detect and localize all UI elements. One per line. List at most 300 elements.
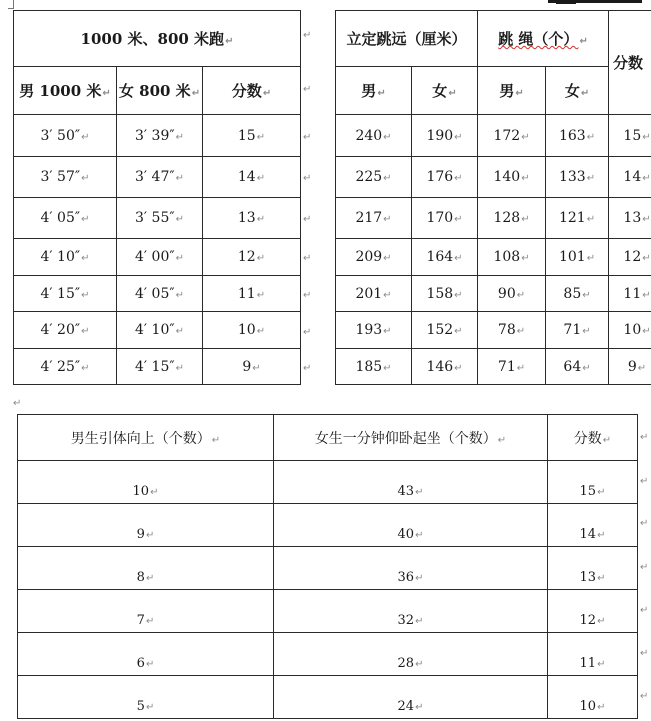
table-row: [18, 590, 638, 633]
table-cell: [336, 157, 412, 198]
table-row: [336, 276, 651, 312]
cell-text: 101: [558, 249, 586, 265]
paragraph-mark: ↵: [256, 214, 266, 225]
paragraph-mark: ↵: [640, 562, 649, 573]
paragraph-mark: ↵: [515, 88, 524, 99]
table-cell: [609, 312, 651, 349]
cell-text: 128: [493, 210, 521, 226]
running-title-text: 1000 米、800 米跑: [80, 30, 225, 48]
table-cell: [14, 115, 117, 157]
paragraph-mark: ↵: [81, 173, 90, 184]
header-male-pull-ups: [18, 415, 274, 461]
cell-text: 10: [132, 484, 150, 499]
paragraph-mark: ↵: [597, 530, 606, 541]
paragraph-mark: ↵: [516, 326, 526, 337]
paragraph-mark: ↵: [256, 253, 266, 264]
paragraph-mark: ↵: [521, 131, 530, 143]
table-cell: [412, 157, 478, 198]
table-cell: [412, 198, 478, 239]
cell-text: 193: [355, 322, 383, 338]
header-text: 女: [432, 82, 448, 100]
cell-text: 3′ 50″: [40, 127, 81, 144]
cell-text: 4′ 20″: [40, 322, 81, 338]
table-cell: [546, 276, 609, 312]
cell-text: 4′ 00″: [135, 249, 175, 265]
table-cell: [14, 276, 117, 312]
table-cell: [478, 157, 546, 198]
table-row: [336, 312, 651, 349]
paragraph-mark: ↵: [81, 253, 90, 264]
paragraph-mark: ↵: [211, 434, 221, 446]
table-cell: [14, 312, 117, 349]
paragraph-mark: ↵: [415, 530, 424, 541]
table-cell: [412, 276, 478, 312]
paragraph-mark: ↵: [81, 214, 90, 225]
paragraph-mark: ↵: [642, 253, 651, 264]
paragraph-mark: ↵: [383, 131, 392, 143]
cell-text: 11: [579, 656, 597, 671]
paragraph-mark: ↵: [175, 214, 184, 225]
table-row: [14, 198, 301, 239]
header-text: 女生一分钟仰卧起坐（个数）: [314, 430, 497, 447]
cell-text: 176: [426, 169, 454, 185]
paragraph-mark: ↵: [175, 173, 184, 184]
paragraph-mark: ↵: [377, 88, 386, 99]
paragraph-mark: ↵: [602, 434, 612, 446]
table-row: [14, 349, 301, 385]
header-female-sit-ups: [274, 415, 548, 461]
paragraph-mark: ↵: [640, 432, 649, 443]
table-row: [18, 504, 638, 547]
cell-text: 14: [237, 169, 256, 185]
table-cell: [609, 115, 651, 157]
paragraph-mark: ↵: [640, 518, 649, 529]
paragraph-mark: ↵: [586, 173, 596, 184]
paragraph-mark: ↵: [225, 36, 234, 47]
cell-text: 190: [426, 127, 454, 144]
paragraph-mark: ↵: [303, 363, 312, 374]
header-strength-score: [548, 415, 638, 461]
table-cell: [203, 239, 301, 276]
cell-text: 13: [237, 210, 256, 226]
paragraph-mark: ↵: [81, 131, 90, 143]
table-row: [18, 461, 638, 504]
cell-text: 7: [136, 613, 145, 628]
paragraph-mark: ↵: [448, 88, 457, 99]
cell-text: 13: [623, 210, 642, 226]
table-cell: [412, 239, 478, 276]
paragraph-mark: ↵: [383, 214, 392, 225]
cell-text: 13: [579, 570, 597, 585]
table-cell: [274, 676, 548, 719]
paragraph-mark: ↵: [262, 88, 272, 99]
cell-text: 163: [558, 127, 586, 144]
table-cell: [18, 590, 274, 633]
cell-text: 10: [623, 322, 642, 338]
cell-text: 185: [355, 358, 383, 375]
cell-text: 15: [623, 127, 642, 144]
paragraph-mark: ↵: [383, 253, 392, 264]
cell-text: 3′ 57″: [40, 169, 81, 185]
table-row: [18, 633, 638, 676]
cell-text: 3′ 55″: [135, 210, 175, 226]
header-text: 立定跳远（厘米）: [346, 30, 467, 48]
paragraph-mark: ↵: [642, 131, 651, 143]
paragraph-mark: ↵: [597, 702, 606, 713]
table-row: [18, 676, 638, 719]
paragraph-mark: ↵: [454, 289, 463, 301]
paragraph-mark: ↵: [582, 326, 591, 337]
cell-text: 4′ 25″: [40, 358, 81, 375]
table-cell: [546, 115, 609, 157]
paragraph-mark: ↵: [81, 326, 90, 337]
subheader-rope-female: [546, 67, 609, 115]
table-row: [14, 312, 301, 349]
table-cell: [18, 461, 274, 504]
table-cell: [117, 198, 203, 239]
table-cell: [117, 115, 203, 157]
cell-text: 10: [237, 322, 256, 338]
paragraph-mark: ↵: [586, 253, 596, 264]
strength-table-body: [18, 461, 638, 719]
table-cell: [117, 157, 203, 198]
paragraph-mark: ↵: [145, 616, 155, 627]
header-female-800m: [117, 67, 203, 115]
cell-text: 85: [563, 285, 582, 302]
table-cell: [203, 349, 301, 385]
cell-text: 71: [497, 358, 516, 375]
table-cell: [478, 239, 546, 276]
cell-text: 12: [579, 613, 597, 628]
cell-text: 6: [136, 656, 145, 671]
paragraph-mark: ↵: [454, 131, 463, 143]
cell-text: 9: [627, 358, 637, 375]
paragraph-mark: ↵: [415, 616, 424, 627]
paragraph-mark: ↵: [383, 289, 392, 301]
running-table-body: [14, 115, 301, 385]
paragraph-mark: ↵: [454, 253, 463, 264]
table-cell: [18, 547, 274, 590]
table-row: [14, 276, 301, 312]
table-row: [14, 157, 301, 198]
cell-text: 4′ 10″: [40, 249, 81, 265]
table-cell: [548, 547, 638, 590]
paragraph-mark: ↵: [256, 131, 266, 143]
header-text: 分数: [231, 82, 262, 100]
cell-text: 43: [397, 484, 415, 499]
table-cell: [548, 590, 638, 633]
paragraph-mark: ↵: [415, 487, 424, 498]
table-cell: [18, 676, 274, 719]
paragraph-mark: ↵: [642, 173, 651, 184]
header-text: 女 800 米: [118, 82, 191, 100]
subheader-jump-male: [336, 67, 412, 115]
paragraph-mark: ↵: [383, 173, 392, 184]
cell-text: 152: [426, 322, 454, 338]
table-cell: [609, 276, 651, 312]
table-cell: [336, 239, 412, 276]
running-table-title: [14, 11, 301, 67]
paragraph-mark: ↵: [521, 214, 530, 225]
cell-text: 133: [558, 169, 586, 185]
cell-text: 64: [563, 358, 582, 375]
paragraph-mark: ↵: [597, 573, 606, 584]
paragraph-mark: ↵: [252, 362, 261, 374]
cell-text: 14: [623, 169, 642, 185]
cell-text: 158: [426, 285, 454, 302]
table-cell: [117, 276, 203, 312]
paragraph-mark: ↵: [642, 326, 651, 337]
cell-text: 71: [563, 322, 582, 338]
paragraph-mark: ↵: [521, 253, 530, 264]
table-cell: [548, 461, 638, 504]
cell-text: 3′ 47″: [135, 169, 175, 185]
cell-text: 8: [136, 570, 145, 585]
table-cell: [478, 312, 546, 349]
paragraph-mark: ↵: [586, 214, 596, 225]
cell-text: 78: [497, 322, 516, 338]
cell-text: 15: [237, 127, 256, 144]
table-cell: [14, 349, 117, 385]
table-cell: [546, 198, 609, 239]
cell-text: 240: [355, 127, 383, 144]
cell-text: 11: [237, 285, 256, 302]
cell-text: 140: [493, 169, 521, 185]
paragraph-mark: ↵: [175, 131, 184, 143]
paragraph-mark: ↵: [640, 476, 649, 487]
strength-score-table: [17, 414, 638, 719]
table-cell: [412, 115, 478, 157]
table-cell: [548, 504, 638, 547]
paragraph-mark: ↵: [415, 702, 424, 713]
paragraph-mark: ↵: [640, 691, 649, 702]
cell-text: 28: [397, 656, 415, 671]
paragraph-mark: ↵: [175, 253, 184, 264]
paragraph-mark: ↵: [597, 659, 606, 670]
paragraph-mark: ↵: [642, 289, 651, 301]
table-cell: [14, 157, 117, 198]
cell-text: 4′ 15″: [40, 285, 81, 302]
corner-crop-mark: [8, 0, 14, 9]
table-cell: [203, 198, 301, 239]
cell-text: 4′ 15″: [135, 358, 175, 375]
cell-text: 12: [623, 249, 642, 265]
table-cell: [203, 312, 301, 349]
subheader-jump-female: [412, 67, 478, 115]
table-cell: [274, 461, 548, 504]
paragraph-mark: ↵: [454, 326, 463, 337]
cell-text: 146: [426, 358, 454, 375]
table-cell: [548, 676, 638, 719]
paragraph-mark: ↵: [303, 84, 312, 95]
jump-table-body: [336, 115, 651, 385]
header-score: [203, 67, 301, 115]
header-jump-score: [609, 11, 651, 115]
paragraph-mark: ↵: [303, 214, 312, 225]
header-text: 跳 绳（个）: [498, 30, 579, 48]
cell-text: 4′ 05″: [135, 285, 175, 302]
paragraph-mark: ↵: [256, 173, 266, 184]
paragraph-mark: ↵: [516, 289, 526, 301]
paragraph-mark: ↵: [175, 289, 184, 301]
cell-text: 4′ 10″: [135, 322, 175, 338]
paragraph-mark: ↵: [454, 173, 463, 184]
table-cell: [478, 349, 546, 385]
table-cell: [546, 349, 609, 385]
cell-text: 5: [136, 699, 145, 714]
cell-text: 209: [355, 249, 383, 265]
paragraph-mark: ↵: [175, 362, 184, 374]
paragraph-mark: ↵: [579, 36, 588, 47]
table-cell: [546, 312, 609, 349]
table-row: [336, 115, 651, 157]
cell-text: 225: [355, 169, 383, 185]
paragraph-mark: ↵: [81, 362, 90, 374]
header-rope-skipping: [478, 11, 609, 67]
paragraph-mark: ↵: [145, 530, 155, 541]
cell-text: 9: [242, 358, 252, 375]
table-cell: [336, 312, 412, 349]
table-cell: [546, 239, 609, 276]
cell-text: 10: [579, 699, 597, 714]
table-cell: [412, 349, 478, 385]
header-male-1000m: [14, 67, 117, 115]
table-cell: [609, 157, 651, 198]
paragraph-mark: ↵: [303, 327, 312, 338]
paragraph-mark: ↵: [383, 362, 392, 374]
cell-text: 90: [497, 285, 516, 302]
table-cell: [336, 276, 412, 312]
paragraph-mark: ↵: [303, 173, 312, 184]
top-edge-rule-tab: [556, 0, 576, 4]
cell-text: 9: [136, 527, 145, 542]
table-cell: [274, 547, 548, 590]
cell-text: 3′ 39″: [135, 127, 175, 144]
table-cell: [478, 276, 546, 312]
table-row: [14, 115, 301, 157]
cell-text: 14: [579, 527, 597, 542]
table-cell: [117, 312, 203, 349]
header-text: 分数: [613, 54, 644, 72]
cell-text: 24: [397, 699, 415, 714]
table-cell: [18, 504, 274, 547]
table-cell: [117, 349, 203, 385]
paragraph-mark: ↵: [303, 30, 312, 41]
cell-text: 121: [558, 210, 586, 226]
table-row: [336, 239, 651, 276]
paragraph-mark: ↵: [102, 88, 111, 99]
cell-text: 164: [426, 249, 454, 265]
table-cell: [336, 198, 412, 239]
cell-text: 201: [355, 285, 383, 302]
paragraph-mark: ↵: [586, 131, 596, 143]
paragraph-mark: ↵: [582, 289, 591, 301]
table-cell: [336, 349, 412, 385]
paragraph-mark: ↵: [383, 326, 392, 337]
table-cell: [478, 198, 546, 239]
table-cell: [336, 115, 412, 157]
paragraph-mark: ↵: [640, 605, 649, 616]
paragraph-mark: ↵: [303, 290, 312, 301]
paragraph-mark: ↵: [256, 289, 266, 301]
cell-text: 15: [579, 484, 597, 499]
header-text: 分数: [573, 430, 602, 447]
paragraph-mark: ↵: [497, 434, 507, 446]
table-row: [14, 239, 301, 276]
paragraph-mark: ↵: [454, 214, 463, 225]
paragraph-mark: ↵: [191, 88, 201, 99]
paragraph-mark: ↵: [145, 659, 155, 670]
paragraph-mark: ↵: [145, 702, 155, 713]
table-cell: [14, 239, 117, 276]
paragraph-mark: ↵: [640, 648, 649, 659]
table-cell: [412, 312, 478, 349]
header-text: 男: [361, 82, 377, 100]
paragraph-mark: ↵: [582, 362, 591, 374]
header-text: 男生引体向上（个数）: [70, 430, 211, 447]
table-cell: [18, 633, 274, 676]
cell-text: 32: [397, 613, 415, 628]
cell-text: 170: [426, 210, 454, 226]
table-row: [336, 349, 651, 385]
table-cell: [609, 239, 651, 276]
paragraph-mark: ↵: [580, 88, 590, 99]
header-standing-long-jump: [336, 11, 478, 67]
table-cell: [609, 349, 651, 385]
cell-text: 172: [493, 127, 521, 144]
header-text: 男 1000 米: [19, 82, 102, 100]
table-cell: [274, 633, 548, 676]
paragraph-mark: ↵: [175, 326, 184, 337]
paragraph-mark: ↵: [303, 132, 312, 143]
paragraph-mark: ↵: [145, 573, 155, 584]
header-text: 女: [564, 82, 580, 100]
cell-text: 108: [493, 249, 521, 265]
table-cell: [609, 198, 651, 239]
paragraph-mark: ↵: [637, 362, 647, 374]
paragraph-mark: ↵: [597, 487, 606, 498]
table-cell: [548, 633, 638, 676]
table-cell: [14, 198, 117, 239]
cell-text: 40: [397, 527, 415, 542]
paragraph-mark: ↵: [597, 616, 606, 627]
table-cell: [546, 157, 609, 198]
cell-text: 12: [237, 249, 256, 265]
cell-text: 36: [397, 570, 415, 585]
paragraph-mark: ↵: [642, 214, 651, 225]
cell-text: 217: [355, 210, 383, 226]
paragraph-mark: ↵: [256, 326, 266, 337]
table-cell: [274, 590, 548, 633]
table-cell: [203, 276, 301, 312]
paragraph-mark: ↵: [303, 253, 312, 264]
paragraph-mark: ↵: [150, 487, 159, 498]
paragraph-mark: ↵: [516, 362, 526, 374]
table-cell: [274, 504, 548, 547]
table-row: [336, 198, 651, 239]
table-cell: [203, 115, 301, 157]
cell-text: 4′ 05″: [40, 210, 81, 226]
running-score-table: [13, 10, 301, 385]
subheader-rope-male: [478, 67, 546, 115]
table-cell: [478, 115, 546, 157]
table-row: [336, 157, 651, 198]
cell-text: 11: [623, 285, 642, 302]
jump-rope-score-table: [335, 10, 651, 385]
paragraph-mark: ↵: [415, 659, 424, 670]
paragraph-mark: ↵: [415, 573, 424, 584]
table-cell: [117, 239, 203, 276]
